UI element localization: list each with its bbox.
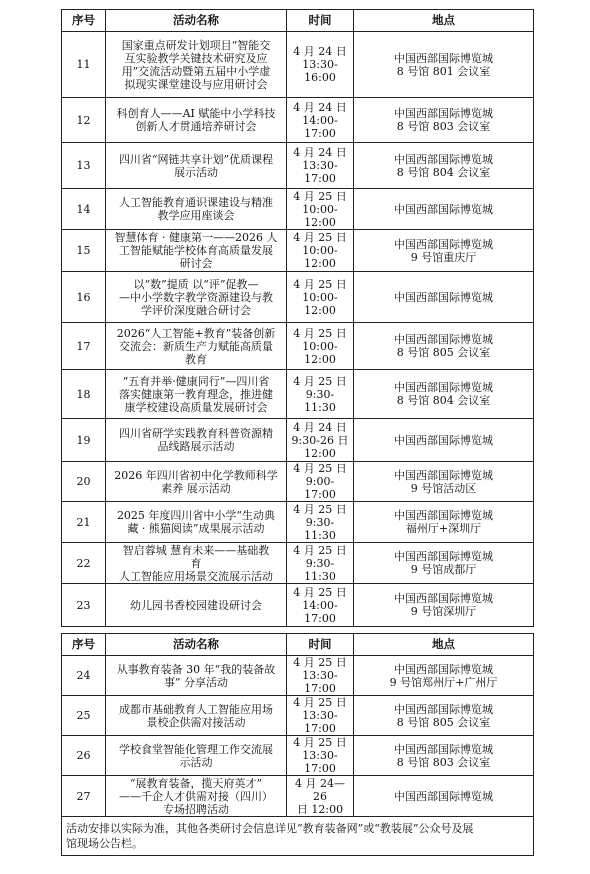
row-number: 19 [62, 419, 106, 462]
activity-place [354, 656, 534, 696]
activity-name-line: 2026“人工智能+教育”装备创新 [116, 326, 276, 340]
activity-name-line: 人工智能教育通识课建设与精准 [119, 196, 273, 209]
activity-place-line: 中国西部国际博览城 [394, 381, 493, 394]
activity-place-line: 9 号馆成都厅 [410, 563, 477, 576]
header-num: 序号 [62, 634, 106, 656]
table-row [62, 543, 534, 584]
activity-place-line: 中国西部国际博览城 [394, 152, 493, 166]
activity-time-line: 4 月 25 日 [293, 736, 347, 749]
activity-time-line: 9:30-26 日 [291, 433, 349, 447]
activity-name-line: 拟现实课堂建设与应用研讨会 [124, 77, 268, 91]
activity-time-line: 4 月 25 日 [293, 189, 347, 203]
activity-name-line: 以“数”提质 以“评”促教— [133, 277, 259, 291]
header-row [62, 634, 534, 656]
activity-name-line: —中小学数字教学资源建设与教 [119, 290, 273, 304]
activity-time [287, 189, 354, 230]
schedule-table-1 [61, 9, 534, 627]
activity-place [354, 272, 534, 323]
activity-place-line: 中国西部国际博览城 [394, 51, 493, 65]
activity-name-line: 工智能赋能学校体育高质量发展 [119, 244, 273, 257]
activity-time-line: 4 月 25 日 [293, 502, 347, 516]
activity-time [287, 419, 354, 462]
activity-place-line: 中国西部国际博览城 [394, 592, 493, 605]
note-line: 馆现场公告栏。 [66, 837, 143, 850]
table-row [62, 323, 534, 370]
activity-name-line: 四川省研学实践教育科普资源精 [119, 427, 273, 440]
table-row [62, 696, 534, 736]
activity-place [354, 323, 534, 370]
activity-name [106, 98, 287, 143]
table-row [62, 272, 534, 323]
activity-place-line: 中国西部国际博览城 [394, 202, 493, 216]
activity-name-line: 研讨会 [179, 257, 213, 270]
table-row [62, 462, 534, 502]
activity-name-line: 专场招聘活动 [163, 802, 229, 816]
activity-place-line: 福州厅+深圳厅 [405, 522, 482, 535]
activity-place [354, 230, 534, 272]
activity-name-line: 事” 分享活动 [163, 675, 229, 689]
activity-place-line: 9 号馆深圳厅 [410, 605, 477, 618]
activity-time [287, 584, 354, 627]
activity-time [287, 230, 354, 272]
activity-time-line: 4 月 25 日 [293, 696, 347, 709]
activity-time-line: 4 月 25 日 [293, 231, 347, 244]
activity-name [106, 323, 287, 370]
activity-time-line: 4 月 25 日 [293, 462, 347, 475]
activity-time-line: 13:30-17:00 [302, 669, 338, 695]
activity-place-line: 中国西部国际博览城 [394, 702, 493, 716]
activity-name-line: 学校食堂智能化管理工作交流展 [119, 742, 273, 756]
activity-name [106, 189, 287, 230]
header-row [62, 10, 534, 32]
header-num: 序号 [62, 10, 106, 32]
activity-time-line: 14:00-17:00 [302, 113, 338, 140]
row-number: 25 [62, 696, 106, 736]
header-time: 时间 [287, 634, 354, 656]
activity-name-line: 科创育人——AI 赋能中小学科技 [116, 107, 276, 120]
activity-name-line: “展教育装备，揽天府英才” [129, 776, 263, 790]
activity-time-line: 4 月 24 日 [293, 45, 347, 58]
activity-place-line: 9 号馆重庆厅 [410, 250, 477, 264]
row-number: 14 [62, 189, 106, 230]
row-number: 20 [62, 462, 106, 502]
activity-place-line: 中国西部国际博览城 [394, 433, 493, 447]
activity-time [287, 370, 354, 419]
activity-name-line: 2025 年度四川省中小学“生动典 [116, 509, 276, 522]
table-row [62, 370, 534, 419]
activity-name-line: 素养 展示活动 [161, 481, 231, 495]
activity-name [106, 32, 287, 98]
activity-time-line: 4 月 24 日 [293, 146, 347, 159]
schedule-table-2 [61, 633, 534, 856]
row-number: 27 [62, 776, 106, 817]
activity-place [354, 370, 534, 419]
activity-place [354, 776, 534, 817]
activity-time-line: 4 月 24 日 [293, 100, 347, 114]
activity-name [106, 370, 287, 419]
activity-time [287, 462, 354, 502]
activity-name-line: 成都市基础教育人工智能应用场 [119, 702, 273, 716]
activity-time-line: 4 月 25 日 [293, 656, 347, 669]
activity-name-line: 智慧体育 · 健康第一——2026 人 [114, 231, 278, 244]
activity-time-line: 9:30-11:30 [304, 556, 336, 583]
activity-time [287, 543, 354, 584]
activity-time-line: 9:30-11:30 [304, 515, 336, 542]
activity-place-line: 中国西部国际博览城 [394, 237, 493, 251]
activity-place [354, 502, 534, 543]
activity-name [106, 143, 287, 189]
activity-time-line: 14:00-17:00 [302, 598, 338, 625]
activity-name [106, 696, 287, 736]
activity-name-line: “五育并举·健康同行”—四川省 [122, 374, 270, 388]
activity-time-line: 10:00-12:00 [302, 202, 338, 229]
note-cell [62, 817, 534, 856]
activity-name [106, 776, 287, 817]
activity-place-line: 8 号馆 803 会议室 [396, 755, 491, 769]
row-number: 17 [62, 323, 106, 370]
activity-time [287, 736, 354, 776]
activity-name-line: 用”交流活动暨第五届中小学虚 [121, 64, 271, 78]
activity-time-line: 10:00-12:00 [302, 244, 338, 270]
table-row [62, 776, 534, 817]
activity-place-line: 中国西部国际博览城 [394, 789, 493, 803]
activity-time-line: 9:30-11:30 [304, 387, 336, 414]
activity-place-line: 中国西部国际博览城 [394, 550, 493, 563]
activity-place-line: 中国西部国际博览城 [394, 509, 493, 522]
table-row [62, 419, 534, 462]
note-row [62, 817, 534, 856]
row-number: 18 [62, 370, 106, 419]
activity-place [354, 419, 534, 462]
activity-place [354, 736, 534, 776]
row-number: 21 [62, 502, 106, 543]
activity-place-line: 8 号馆 805 会议室 [396, 715, 491, 729]
table-row [62, 502, 534, 543]
activity-name-line: 幼儿园书香校园建设研讨会 [130, 598, 262, 612]
activity-place-line: 8 号馆 803 会议室 [396, 120, 491, 133]
table-row [62, 189, 534, 230]
activity-time-line: 日 12:00 [296, 802, 344, 816]
activity-time [287, 696, 354, 736]
row-number: 26 [62, 736, 106, 776]
activity-place [354, 32, 534, 98]
activity-time-line: 13:30-17:00 [302, 709, 338, 735]
activity-place-line: 8 号馆 804 会议室 [396, 165, 491, 179]
activity-place-line: 8 号馆 804 会议室 [396, 394, 491, 407]
row-number: 22 [62, 543, 106, 584]
activity-place-line: 中国西部国际博览城 [394, 333, 493, 346]
activity-name-line: 品线路展示活动 [157, 440, 235, 453]
activity-name-line: 景校企供需对接活动 [146, 715, 246, 729]
activity-place [354, 584, 534, 627]
activity-name [106, 462, 287, 502]
row-number: 15 [62, 230, 106, 272]
row-number: 24 [62, 656, 106, 696]
activity-name [106, 543, 287, 584]
activity-place-line: 中国西部国际博览城 [394, 107, 493, 120]
row-number: 16 [62, 272, 106, 323]
header-time: 时间 [287, 10, 354, 32]
activity-place-line: 9 号馆活动区 [410, 481, 477, 495]
activity-time [287, 502, 354, 543]
activity-time-line: 9:00-17:00 [304, 475, 336, 501]
activity-name-line: 2026 年四川省初中化学教师科学 [114, 468, 278, 482]
activity-time-line: 4 月 25 日 [293, 277, 347, 291]
activity-name-line: 人工智能应用场景交流展示活动 [119, 569, 273, 583]
activity-time-line: 10:00-12:00 [302, 339, 338, 366]
activity-name-line: 落实健康第一教育理念，推进健 [119, 387, 273, 401]
activity-name [106, 736, 287, 776]
activity-time-line: 4 月 24 日 [293, 420, 347, 434]
activity-name-line: 互实验教学关键技术研究及应 [124, 51, 268, 65]
activity-name-line: 交流会：新质生产力赋能高质量 [119, 339, 273, 353]
activity-name-line: 学评价深度融合研讨会 [141, 303, 251, 317]
activity-name [106, 272, 287, 323]
activity-time [287, 143, 354, 189]
activity-place [354, 696, 534, 736]
activity-place-line: 8 号馆 805 会议室 [396, 346, 491, 359]
activity-name-line: ——千企人才供需对接（四川） [119, 789, 273, 803]
header-name: 活动名称 [106, 634, 287, 656]
activity-place-line: 中国西部国际博览城 [394, 662, 493, 676]
note-line: 活动安排以实际为准，其他各类研讨会信息详见“教育装备网”或“教装展”公众号及展 [66, 822, 474, 835]
table-row [62, 230, 534, 272]
activity-name-line: 从事教育装备 30 年“我的装备故 [116, 662, 276, 676]
row-number: 12 [62, 98, 106, 143]
activity-place-line: 中国西部国际博览城 [394, 468, 493, 482]
activity-name-line: 教学应用座谈会 [157, 209, 235, 222]
activity-time-line: 4 月 25 日 [293, 326, 347, 340]
activity-place [354, 543, 534, 584]
table-row [62, 143, 534, 189]
row-number: 23 [62, 584, 106, 627]
activity-time [287, 98, 354, 143]
activity-place-line: 中国西部国际博览城 [394, 742, 493, 756]
activity-name-line: 创新人才贯通培养研讨会 [135, 120, 257, 133]
activity-time-line: 13:30-17:00 [302, 159, 338, 185]
activity-time [287, 272, 354, 323]
activity-place-line: 9 号馆郑州厅+广州厅 [389, 675, 498, 689]
header-name: 活动名称 [106, 10, 287, 32]
header-place: 地点 [354, 10, 534, 32]
activity-name [106, 419, 287, 462]
activity-time-line: 10:00-12:00 [302, 290, 338, 317]
activity-place [354, 98, 534, 143]
activity-time-line: 13:30-17:00 [302, 749, 338, 775]
activity-time [287, 656, 354, 696]
activity-place [354, 189, 534, 230]
activity-name [106, 502, 287, 543]
activity-name-line: 藏 · 熊猫阅读”成果展示活动 [127, 522, 265, 535]
activity-name-line: 教育 [185, 352, 207, 366]
activity-name [106, 584, 287, 627]
table-row [62, 98, 534, 143]
activity-name-line: 康学校建设高质量发展研讨会 [124, 400, 268, 414]
activity-time-line: 4 月 24—26 [295, 776, 345, 803]
activity-time [287, 323, 354, 370]
activity-name-line: 四川省“网链共享计划”优质课程 [118, 152, 274, 166]
activity-name [106, 230, 287, 272]
activity-time-line: 4 月 25 日 [293, 543, 347, 557]
activity-place [354, 143, 534, 189]
activity-time-line: 13:30-16:00 [302, 58, 338, 84]
activity-place-line: 中国西部国际博览城 [394, 290, 493, 304]
activity-name [106, 656, 287, 696]
row-number: 11 [62, 32, 106, 98]
table-row [62, 656, 534, 696]
activity-name-line: 育 [190, 556, 202, 570]
activity-time [287, 776, 354, 817]
row-number: 13 [62, 143, 106, 189]
activity-time-line: 4 月 25 日 [293, 585, 347, 599]
activity-place [354, 462, 534, 502]
activity-time [287, 32, 354, 98]
activity-name-line: 国家重点研发计划项目“智能交 [121, 38, 271, 52]
activity-name-line: 智启蓉城 慧育未来——基础教 [122, 543, 270, 557]
table-row [62, 32, 534, 98]
table-row [62, 736, 534, 776]
activity-time-line: 4 月 25 日 [293, 374, 347, 388]
activity-place-line: 8 号馆 801 会议室 [396, 64, 491, 78]
header-place: 地点 [354, 634, 534, 656]
activity-name-line: 示活动 [179, 755, 213, 769]
activity-name-line: 展示活动 [174, 165, 218, 179]
table-row [62, 584, 534, 627]
activity-time-line: 12:00 [304, 446, 336, 460]
